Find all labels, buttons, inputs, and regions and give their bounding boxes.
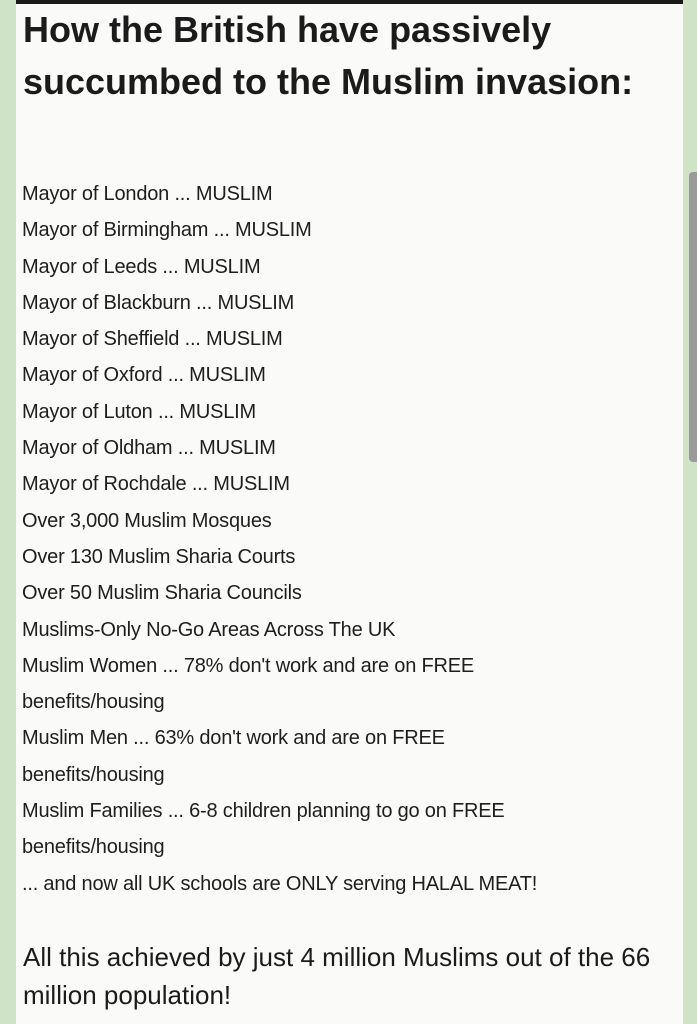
list-item: Mayor of Leeds ... MUSLIM	[22, 255, 261, 278]
list-item: Over 130 Muslim Sharia Courts	[22, 545, 296, 568]
list-item: Muslim Families ... 6-8 children planning to go on FREE	[22, 800, 505, 823]
list-item: Mayor of Luton ... MUSLIM	[22, 400, 256, 423]
footer-statement: All this achieved by just 4 million Muslims out of the 66 million population!	[23, 942, 651, 1010]
list-item: Mayor of Blackburn ... MUSLIM	[22, 291, 295, 314]
list-item: ... and now all UK schools are ONLY serving HALAL MEAT!	[22, 872, 538, 895]
list-item: Muslims-Only No-Go Areas Across The UK	[22, 618, 396, 641]
list-item: Mayor of London ... MUSLIM	[22, 183, 273, 205]
list-item: Muslim Men ... 63% don't work and are on FREE	[22, 727, 445, 750]
facts-list	[22, 176, 662, 902]
scrollbar-handle[interactable]	[689, 172, 697, 462]
list-item: Mayor of Rochdale ... MUSLIM	[22, 473, 290, 496]
list-item: Over 3,000 Muslim Mosques	[22, 509, 272, 532]
list-item: Mayor of Oldham ... MUSLIM	[22, 437, 276, 460]
left-margin-strip	[0, 0, 16, 1024]
list-item: benefits/housing	[22, 691, 165, 714]
list-item: Mayor of Oxford ... MUSLIM	[22, 364, 266, 387]
page-title: How the British have passively succumbed to the Muslim invasion:	[23, 9, 634, 102]
list-item: Over 50 Muslim Sharia Councils	[22, 582, 302, 605]
list-item: Muslim Women ... 78% don't work and are on FREE	[22, 654, 475, 677]
list-item: Mayor of Sheffield ... MUSLIM	[22, 328, 283, 351]
list-item: benefits/housing	[22, 763, 165, 786]
right-margin-strip	[683, 0, 697, 1024]
list-item: Mayor of Birmingham ... MUSLIM	[22, 219, 312, 242]
list-item: benefits/housing	[22, 836, 165, 859]
